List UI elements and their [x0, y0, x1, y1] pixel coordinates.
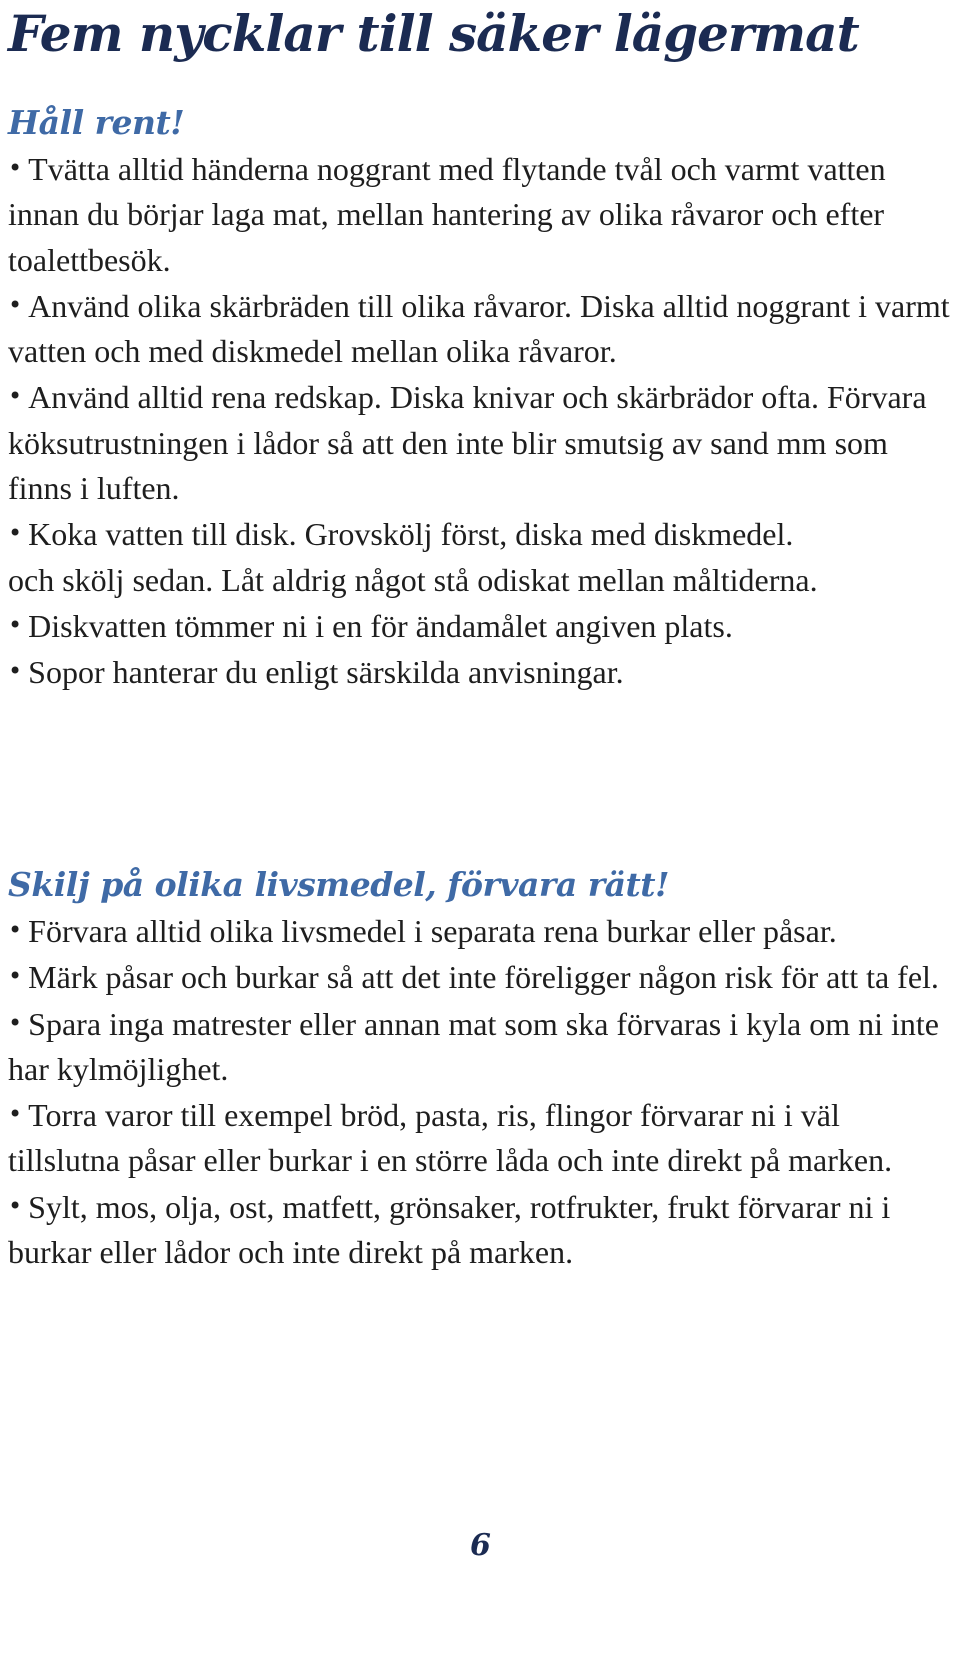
section-heading: Håll rent!	[8, 103, 185, 142]
list-item-text: Märk påsar och burkar så att det inte föreligger någon risk för att ta fel.	[28, 959, 939, 996]
list-item-text: Spara inga matrester eller annan mat som ska förvaras i kyla om ni inte har kylmöjlighet.	[8, 1005, 939, 1087]
bullet-icon: •	[8, 290, 23, 319]
list-item	[8, 908, 953, 954]
bullet-icon: •	[8, 610, 23, 639]
bullet-icon: •	[8, 1191, 23, 1220]
bullet-icon: •	[8, 154, 23, 182]
list-item	[8, 283, 953, 375]
bullet-icon: •	[8, 1008, 23, 1037]
bullet-icon: •	[8, 657, 23, 686]
bullet-icon: •	[8, 519, 23, 548]
section-hall-rent	[8, 100, 953, 696]
list-item	[8, 146, 953, 283]
list-item	[8, 511, 953, 557]
list-item-text: och skölj sedan. Låt aldrig något stå odiskat mellan måltiderna.	[8, 561, 818, 598]
bullet-icon: •	[8, 1100, 23, 1129]
list-item	[8, 1001, 953, 1093]
list-item-text: Koka vatten till disk. Grovskölj först, diska med diskmedel.	[28, 516, 794, 553]
bullet-icon: •	[8, 382, 23, 411]
bullet-icon: •	[8, 916, 23, 944]
page-title: Fem nycklar till säker lägermat	[8, 4, 859, 63]
list-item-text: Förvara alltid olika livsmedel i separata rena burkar eller påsar.	[28, 913, 837, 949]
list-item	[8, 1184, 953, 1276]
list-item-text: Sylt, mos, olja, ost, matfett, grönsaker, rotfrukter, frukt förvarar ni i burkar eller lådor och inte direkt på marken.	[8, 1188, 891, 1271]
list-item-text: Använd olika skärbräden till olika råvaror. Diska alltid noggrant i varmt vatten och med diskmedel mellan olika råvaror.	[8, 287, 950, 370]
list-item	[8, 603, 953, 649]
page-number: 6	[470, 1528, 491, 1563]
list-item-text: Diskvatten tömmer ni i en för ändamålet angiven plats.	[28, 607, 733, 644]
list-item	[8, 954, 953, 1000]
list-item	[8, 374, 953, 511]
bullet-list	[8, 146, 953, 696]
list-item	[8, 1092, 953, 1184]
bullet-icon: •	[8, 962, 23, 991]
list-item	[8, 558, 953, 603]
list-item-text: Tvätta alltid händerna noggrant med flytande tvål och varmt vatten innan du börjar laga mat, mellan hantering av olika råvaror och efter toalettbesök.	[8, 151, 886, 278]
list-item-text: Använd alltid rena redskap. Diska knivar och skärbrädor ofta. Förvara köksutrustningen i lådor så att den inte blir smutsig av sand mm som finns i luften.	[8, 379, 927, 507]
section-skilj-livsmedel	[8, 862, 953, 1275]
list-item	[8, 649, 953, 695]
bullet-list	[8, 908, 953, 1275]
section-heading: Skilj på olika livsmedel, förvara rätt!	[8, 865, 669, 904]
list-item-text: Sopor hanterar du enligt särskilda anvisningar.	[28, 654, 624, 691]
list-item-text: Torra varor till exempel bröd, pasta, ris, flingor förvarar ni i väl tillslutna påsar eller burkar i en större låda och inte direkt på marken.	[8, 1097, 893, 1179]
